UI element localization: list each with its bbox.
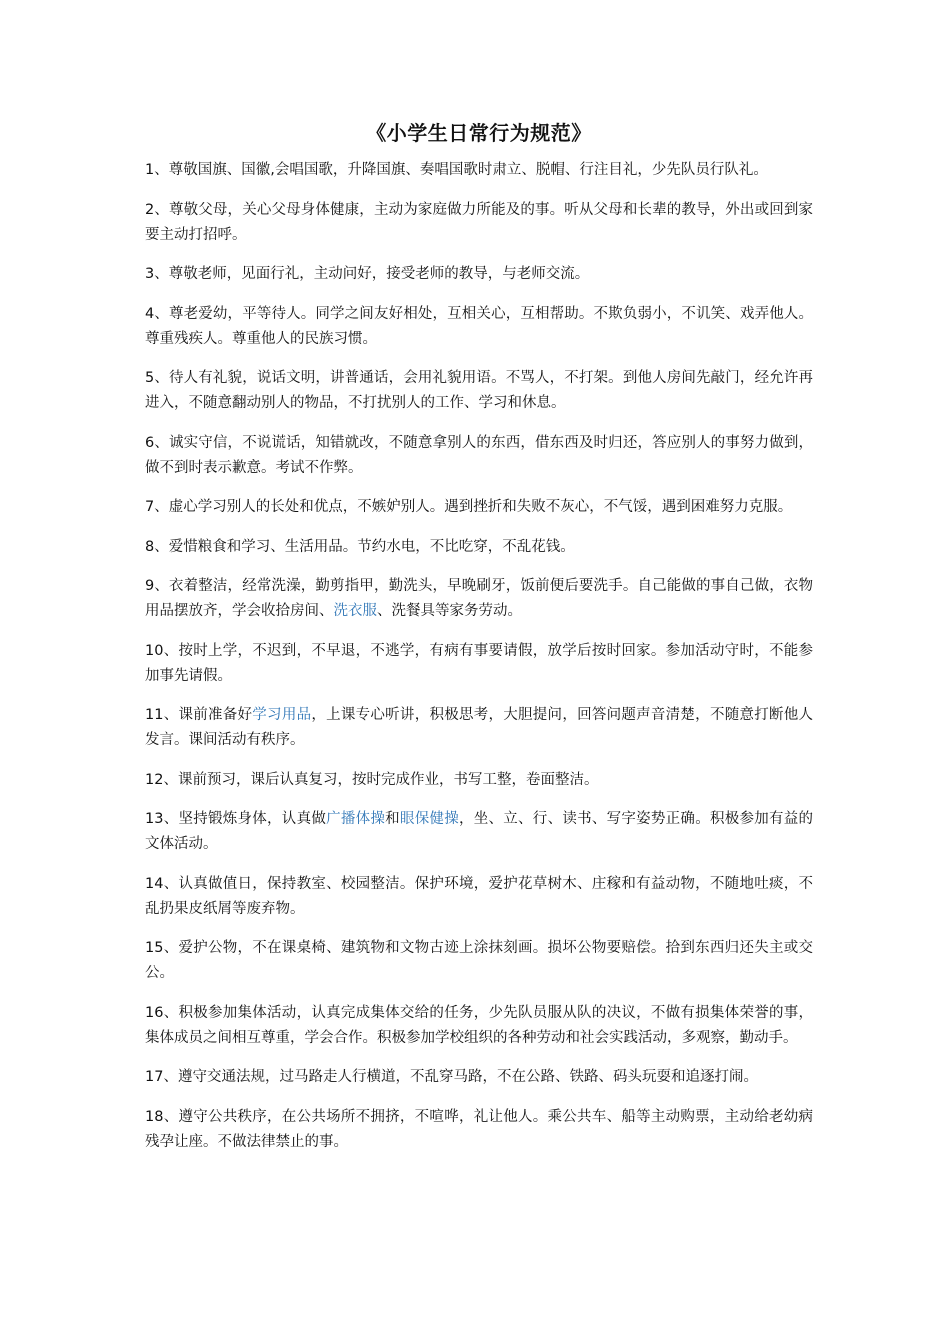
rule-text: 17、遵守交通法规，过马路走人行横道，不乱穿马路，不在公路、铁路、码头玩耍和追逐打闹。	[145, 1069, 758, 1085]
rule-item	[145, 936, 813, 986]
rule-item	[145, 768, 813, 793]
rule-item	[145, 198, 813, 248]
rule-item	[145, 807, 813, 857]
rule-text: 10、按时上学，不迟到，不早退，不逃学，有病有事要请假，放学后按时回家。参加活动守时，不能参加事先请假。	[145, 642, 813, 684]
rule-text: 16、积极参加集体活动，认真完成集体交给的任务，少先队员服从队的决议，不做有损集体荣誉的事，集体成员之间相互尊重，学会合作。积极参加学校组织的各种劳动和社会实践活动，多观察，勤动手。	[145, 1004, 813, 1046]
rule-text: 7、虚心学习别人的长处和优点，不嫉妒别人。遇到挫折和失败不灰心，不气馁，遇到困难努力克服。	[145, 499, 793, 515]
rule-item	[145, 262, 813, 287]
rule-text: 5、待人有礼貌，说话文明，讲普通话，会用礼貌用语。不骂人，不打架。到他人房间先敲门，经允许再进入，不随意翻动别人的物品，不打扰别人的工作、学习和休息。	[145, 370, 813, 411]
rule-item	[145, 535, 813, 560]
rule-text: 8、爱惜粮食和学习、生活用品。节约水电，不比吃穿，不乱花钱。	[145, 538, 575, 555]
rule-text: 14、认真做值日，保持教室、校园整洁。保护环境，爱护花草树木、庄稼和有益动物，不随地吐痰，不乱扔果皮纸屑等废弃物。	[145, 875, 813, 917]
rule-text: 6、诚实守信，不说谎话，知错就改，不随意拿别人的东西，借东西及时归还，答应别人的事努力做到，做不到时表示歉意。考试不作弊。	[145, 434, 813, 476]
rule-text: ，上课专心听讲，积极思考，大胆提问，回答问题声音清楚，不随意打断他人发言。课间活动有秩序。	[145, 707, 814, 748]
inline-link[interactable]: 学习用品	[252, 707, 312, 723]
rule-item	[145, 495, 813, 520]
rule-item	[145, 431, 813, 481]
inline-link[interactable]: 眼保健操	[399, 811, 459, 827]
rule-text: 1、尊敬国旗、国徽,会唱国歌，升降国旗、奏唱国歌时肃立、脱帽、行注目礼，少先队员行队礼。	[145, 162, 768, 178]
rule-item	[145, 1065, 813, 1090]
rule-item	[145, 703, 813, 753]
rule-text: 12、课前预习，课后认真复习，按时完成作业，书写工整，卷面整洁。	[145, 771, 599, 788]
rule-text: 11、课前准备好	[145, 707, 253, 723]
rule-item	[145, 158, 813, 183]
rule-item	[145, 302, 813, 352]
inline-link[interactable]: 洗衣服	[333, 603, 377, 619]
rule-text: 、洗餐具等家务劳动。	[377, 603, 522, 619]
rule-text: 2、尊敬父母，关心父母身体健康，主动为家庭做力所能及的事。听从父母和长辈的教导，外出或回到家要主动打招呼。	[145, 201, 813, 243]
rule-text: 18、遵守公共秩序，在公共场所不拥挤，不喧哗，礼让他人。乘公共车、船等主动购票，主动给老幼病残孕让座。不做法律禁止的事。	[145, 1108, 813, 1150]
rule-item	[145, 1001, 813, 1051]
document-page	[145, 118, 813, 1169]
rule-text: 4、尊老爱幼，平等待人。同学之间友好相处，互相关心，互相帮助。不欺负弱小，不讥笑、戏弄他人。尊重残疾人。尊重他人的民族习惯。	[145, 305, 813, 347]
inline-link[interactable]: 广播体操	[326, 811, 386, 827]
rule-text: 15、爱护公物，不在课桌椅、建筑物和文物古迹上涂抹刻画。损坏公物要赔偿。拾到东西归还失主或交公。	[145, 940, 813, 981]
document-title: 《小学生日常行为规范》	[366, 121, 592, 145]
rule-text: 和	[385, 811, 400, 827]
rule-text: 9、衣着整洁，经常洗澡，勤剪指甲，勤洗头，早晚刷牙，饭前便后要洗手。自己能做的事自己做，衣物用品摆放齐，学会收拾房间、	[145, 578, 813, 619]
rule-item	[145, 872, 813, 922]
rule-item	[145, 574, 813, 624]
rule-item	[145, 366, 813, 416]
rule-item	[145, 639, 813, 689]
rule-item	[145, 1105, 813, 1155]
rules-list	[145, 158, 813, 1155]
rule-text: 13、坚持锻炼身体，认真做	[145, 811, 327, 827]
rule-text: ，坐、立、行、读书、写字姿势正确。积极参加有益的文体活动。	[145, 811, 814, 852]
rule-text: 3、尊敬老师，见面行礼，主动问好，接受老师的教导，与老师交流。	[145, 266, 590, 282]
